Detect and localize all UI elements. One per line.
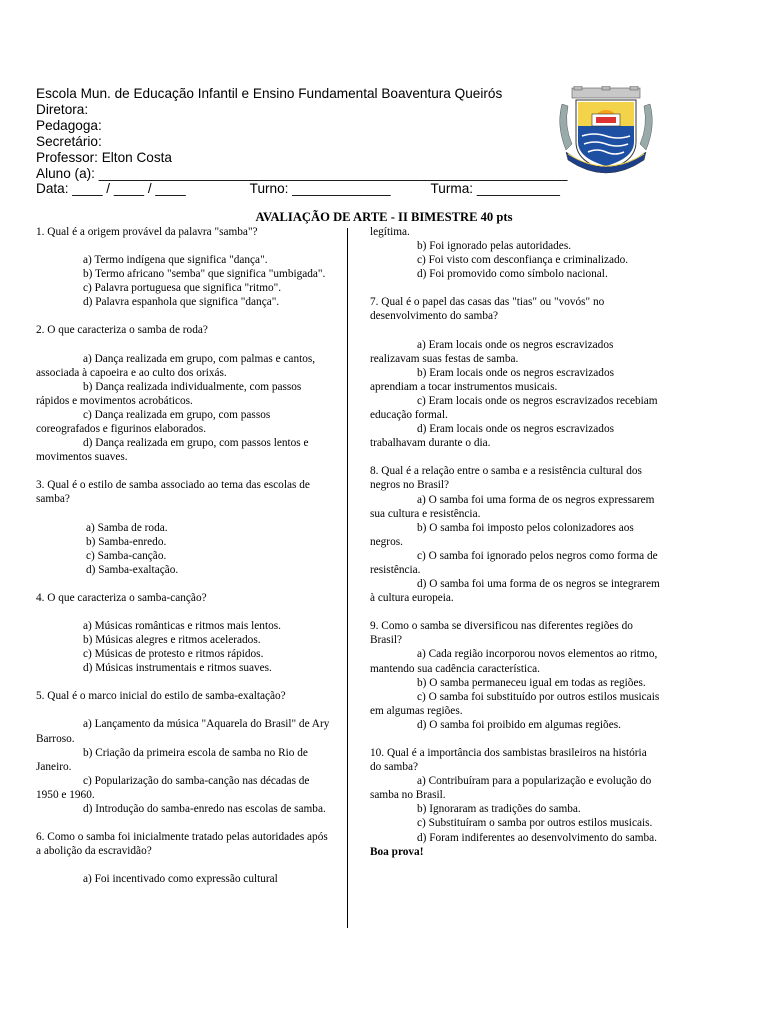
option-8c: c) O samba foi ignorado pelos negros como forma de resistência. [370,549,658,576]
option-3b: b) Samba-enredo. [86,535,167,548]
option-2d: d) Dança realizada em grupo, com passos lentos e movimentos suaves. [36,437,309,464]
question-6: 6. Como o samba foi inicialmente tratado pelas autoridades após a abolição da escravidão? [36,831,328,858]
option-1d: d) Palavra espanhola que significa "dança". [83,296,280,309]
exam-title: AVALIAÇÃO DE ARTE - II BIMESTRE 40 pts [255,210,513,224]
question-7: 7. Qual é o papel das casas das "tias" ou "vovós" no desenvolvimento do samba? [370,296,605,323]
option-5c: c) Popularização do samba-canção nas décadas de 1950 e 1960. [36,774,310,801]
column-divider [347,228,348,928]
secretary-line: Secretário: [36,133,102,149]
option-8a: a) O samba foi uma forma de os negros expressarem sua cultura e resistência. [370,493,655,520]
option-1c: c) Palavra portuguesa que significa "ritmo". [83,282,282,295]
option-8d: d) O samba foi uma forma de os negros se integrarem à cultura europeia. [370,578,660,605]
school-name: Escola Mun. de Educação Infantil e Ensino Fundamental Boaventura Queirós [36,86,503,101]
question-3: 3. Qual é o estilo de samba associado ao tema das escolas de samba? [36,479,310,506]
school-header [36,86,566,197]
question-1: 1. Qual é a origem provável da palavra "samba"? [36,226,258,238]
option-2a: a) Dança realizada em grupo, com palmas e cantos, associada à capoeira e ao culto dos orixás. [36,352,316,379]
option-4d: d) Músicas instrumentais e ritmos suaves. [83,662,272,675]
option-6d: d) Foi promovido como símbolo nacional. [417,268,608,281]
pedagogue-line: Pedagoga: [36,117,102,133]
teacher-line: Professor: Elton Costa [36,149,172,165]
option-3c: c) Samba-canção. [86,549,167,562]
school-crest-logo [552,86,660,180]
student-line: Aluno (a): ______________________________________________________________ [36,165,568,181]
date-shift-class-line [36,181,566,197]
option-9b: b) O samba permaneceu igual em todas as regiões. [417,676,646,689]
class-field: Turma: ___________ [430,181,560,197]
option-7d: d) Eram locais onde os negros escravizados trabalhavam durante o dia. [370,423,615,450]
question-2: 2. O que caracteriza o samba de roda? [36,324,208,337]
option-8b: b) O samba foi imposto pelos colonizadores aos negros. [370,521,634,548]
option-7a: a) Eram locais onde os negros escravizados realizavam suas festas de samba. [370,338,614,365]
option-10a: a) Contribuíram para a popularização e evolução do samba no Brasil. [370,775,652,802]
option-4a: a) Músicas românticas e ritmos mais lentos. [83,619,281,632]
option-9d: d) O samba foi proibido em algumas regiões. [417,718,621,731]
option-5a: a) Lançamento da música "Aquarela do Brasil" de Ary Barroso. [36,718,330,745]
option-9c: c) O samba foi substituído por outros estilos musicais em algumas regiões. [370,690,660,717]
right-column [370,225,660,859]
option-4c: c) Músicas de protesto e ritmos rápidos. [83,648,264,661]
director-line: Diretora: [36,101,89,117]
option-10b: b) Ignoraram as tradições do samba. [417,803,581,816]
question-10: 10. Qual é a importância dos sambistas brasileiros na história do samba? [370,747,647,774]
option-3a: a) Samba de roda. [86,521,168,534]
option-2c: c) Dança realizada em grupo, com passos coreografados e figurinos elaborados. [36,408,271,436]
date-field: Data: ____ / ____ / ____ [36,181,186,197]
option-7b: b) Eram locais onde os negros escravizados aprendiam a tocar instrumentos musicais. [370,366,615,393]
question-5: 5. Qual é o marco inicial do estilo de samba-exaltação? [36,690,286,703]
question-9: 9. Como o samba se diversificou nas diferentes regiões do Brasil? [370,620,633,647]
option-3d: d) Samba-exaltação. [86,563,179,576]
option-6b: b) Foi ignorado pelas autoridades. [417,240,572,253]
option-1b: b) Termo africano "semba" que significa "umbigada". [83,268,326,281]
option-6a: a) Foi incentivado como expressão cultural [83,873,278,886]
option-2b: b) Dança realizada individualmente, com passos rápidos e movimentos acrobáticos. [36,380,302,407]
option-7c: c) Eram locais onde os negros escravizados recebiam educação formal. [370,394,658,422]
option-5d: d) Introdução do samba-enredo nas escolas de samba. [83,803,326,815]
option-6a-continuation: legítima. [370,226,410,238]
question-8: 8. Qual é a relação entre o samba e a resistência cultural dos negros no Brasil? [370,465,642,492]
question-4: 4. O que caracteriza o samba-canção? [36,591,207,604]
option-9a: a) Cada região incorporou novos elementos ao ritmo, mantendo sua cadência característica. [370,648,658,675]
option-10c: c) Substituíram o samba por outros estilos musicais. [417,817,653,830]
option-10d: d) Foram indiferentes ao desenvolvimento do samba. [417,831,657,844]
option-4b: b) Músicas alegres e ritmos acelerados. [83,634,261,647]
option-6c: c) Foi visto com desconfiança e criminalizado. [417,254,629,267]
option-1a: a) Termo indígena que significa "dança". [83,254,268,267]
shift-field: Turno: _____________ [249,181,391,197]
left-column [36,225,332,886]
closing-message: Boa prova! [370,845,424,858]
option-5b: b) Criação da primeira escola de samba no Rio de Janeiro. [36,746,308,773]
